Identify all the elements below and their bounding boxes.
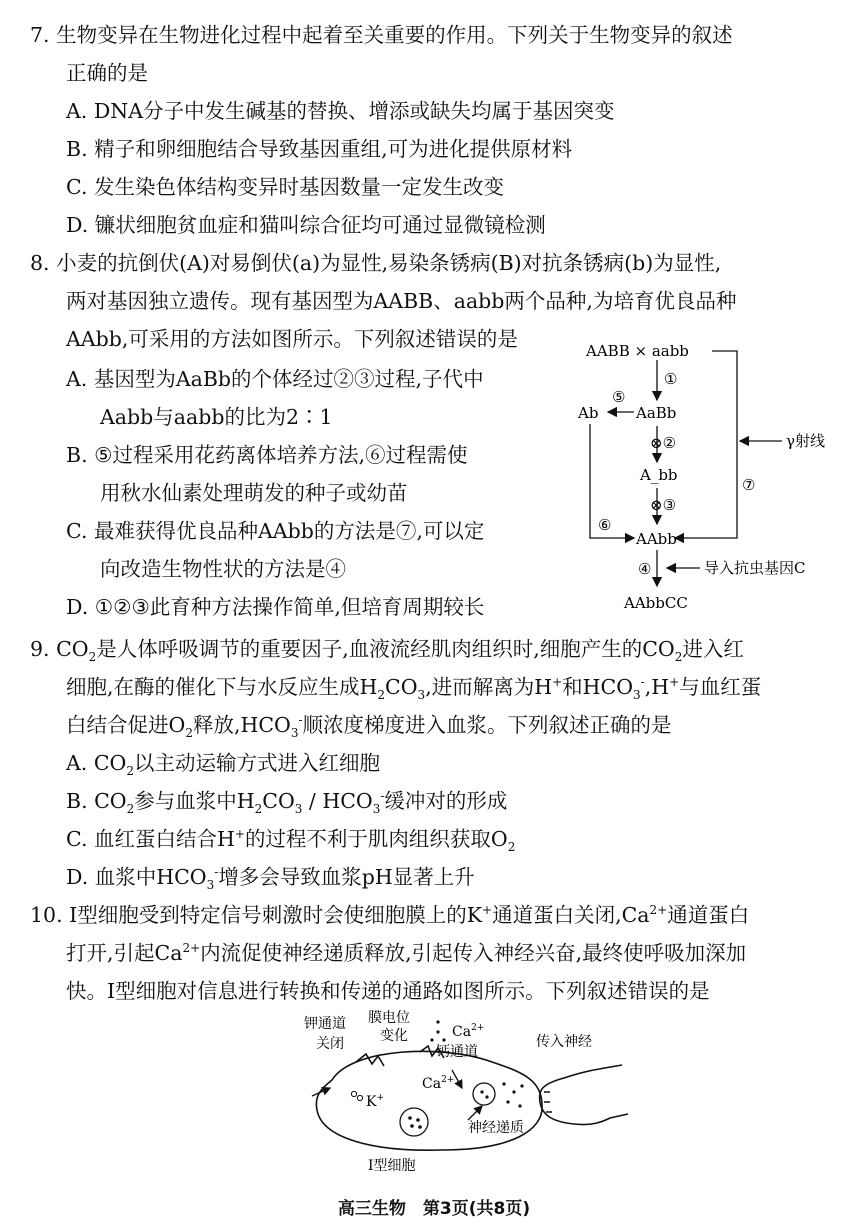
q8-option-c-line1: C. 最难获得优良品种AAbb的方法是⑦,可以定	[66, 519, 485, 543]
path-6-line	[590, 424, 634, 538]
gamma-label: γ射线	[786, 432, 825, 450]
step-3-label: ⊗③	[650, 496, 677, 514]
q8-stem-line1: 8. 小麦的抗倒伏(A)对易倒伏(a)为显性,易染条锈病(B)对抗条锈病(b)为显性,	[30, 251, 722, 275]
q9-option-c: C. 血红蛋白结合H+的过程不利于肌肉组织获取$O_2$	[66, 827, 516, 855]
ion-dots	[351, 1020, 523, 1128]
receptor-icon	[544, 1092, 552, 1112]
q7-option-d: D. 镰状细胞贫血症和猫叫综合征均可通过显微镜检测	[66, 213, 546, 237]
q8-option-a-line1: A. 基因型为AaBb的个体经过②③过程,子代中	[66, 367, 484, 391]
transmitter-arrow	[468, 1106, 482, 1120]
potential-label-1: 膜电位	[368, 1010, 410, 1026]
q7-stem-line1: 7. 生物变异在生物进化过程中起着至关重要的作用。下列关于生物变异的叙述	[30, 23, 733, 47]
q7-option-c: C. 发生染色体结构变异时基因数量一定发生改变	[66, 175, 504, 199]
step-4-label: ④	[638, 560, 652, 578]
k-inside-label: K+	[366, 1093, 385, 1110]
q9-option-d: D. 血浆中$HCO_3^-$增多会导致血浆pH显著上升	[66, 865, 475, 893]
ca-outside-label: $Ca^{2+}$	[452, 1023, 485, 1040]
a-bb-label: A_bb	[640, 466, 678, 484]
q8-option-b-line1: B. ⑤过程采用花药离体培养方法,⑥过程需使	[66, 443, 468, 467]
q8-stem-line3: AAbb,可采用的方法如图所示。下列叙述错误的是	[66, 327, 518, 351]
afferent-nerve-label: 传入神经	[536, 1034, 592, 1050]
q10-stem-line1: 10. Ⅰ型细胞受到特定信号刺激时会使细胞膜上的K+通道蛋白关闭$,Ca^{2+}$通道蛋白	[30, 903, 750, 927]
step-1-label: ①	[664, 370, 678, 388]
q8-option-a-line2: Aabb与aabb的比为2∶1	[100, 405, 333, 429]
q8-option-c-line2: 向改造生物性状的方法是④	[100, 557, 346, 581]
step-5-label: ⑤	[612, 388, 626, 406]
ab-label: Ab	[578, 404, 599, 422]
page-footer: 高三生物 第3页(共8页)	[337, 1199, 531, 1219]
aabb-target-label: AAbb	[636, 530, 677, 548]
ca-inside-label: $Ca^{2+}$	[422, 1075, 455, 1092]
final-label: AAbbCC	[624, 594, 688, 612]
q9-stem-line1: 9. $CO_2$是人体呼吸调节的重要因子,血液流经肌肉组织时,细胞产生的$CO_2$进入红	[30, 637, 744, 665]
aabb-f1-label: AaBb	[636, 404, 677, 422]
potential-label-2: 变化	[380, 1028, 408, 1044]
q9-option-a: A. $CO_2$以主动运输方式进入红细胞	[66, 751, 380, 779]
q7-stem-line2: 正确的是	[66, 61, 148, 85]
afferent-nerve-terminal	[540, 1065, 628, 1125]
step-7-label: ⑦	[742, 476, 756, 494]
cell-label: Ⅰ型细胞	[368, 1158, 416, 1174]
q9-stem-line3: 白结合促进$O_2$释放$,HCO_3^-$顺浓度梯度进入血浆。下列叙述正确的是	[66, 713, 672, 741]
parents-label: AABB × aabb	[586, 342, 689, 360]
vesicle-icon	[473, 1083, 495, 1105]
vesicle-icon	[400, 1108, 428, 1136]
k-channel-label-1: 钾通道	[304, 1016, 346, 1032]
q8-stem-line2: 两对基因独立遗传。现有基因型为AABB、aabb两个品种,为培育优良品种	[66, 289, 737, 313]
q7-option-a: A. DNA分子中发生碱基的替换、增添或缺失均属于基因突变	[66, 99, 615, 123]
type1-cell-diagram	[292, 1010, 632, 1175]
q8-option-b-line2: 用秋水仙素处理萌发的种子或幼苗	[100, 481, 408, 505]
path-7-line	[675, 351, 737, 538]
step-2-label: ⊗②	[650, 434, 677, 452]
step-6-label: ⑥	[598, 516, 612, 534]
q9-stem-line2: 细胞,在酶的催化下与水反应生成$H_2CO_3$,进而解离为H+和$HCO_3^-,H^+$与血红蛋	[66, 675, 762, 703]
q7-option-b: B. 精子和卵细胞结合导致基因重组,可为进化提供原材料	[66, 137, 573, 161]
q9-option-b: B. $CO_2$参与血浆中$H_2CO_3 / HCO_3^-$缓冲对的形成	[66, 789, 508, 817]
transmitter-label: 神经递质	[468, 1120, 524, 1136]
gene-label: 导入抗虫基因C	[704, 559, 806, 577]
q10-stem-line2: 打开,引起$Ca^{2+}$内流促使神经递质释放,引起传入神经兴奋,最终使呼吸加深加	[66, 941, 747, 965]
q8-option-d: D. ①②③此育种方法操作简单,但培育周期较长	[66, 595, 485, 619]
q10-stem-line3: 快。Ⅰ型细胞对信息进行转换和传递的通路如图所示。下列叙述错误的是	[66, 979, 710, 1003]
ca-channel-label: 钙通道	[436, 1044, 478, 1060]
breeding-diagram	[572, 338, 862, 618]
k-channel-label-2: 关闭	[316, 1036, 344, 1052]
